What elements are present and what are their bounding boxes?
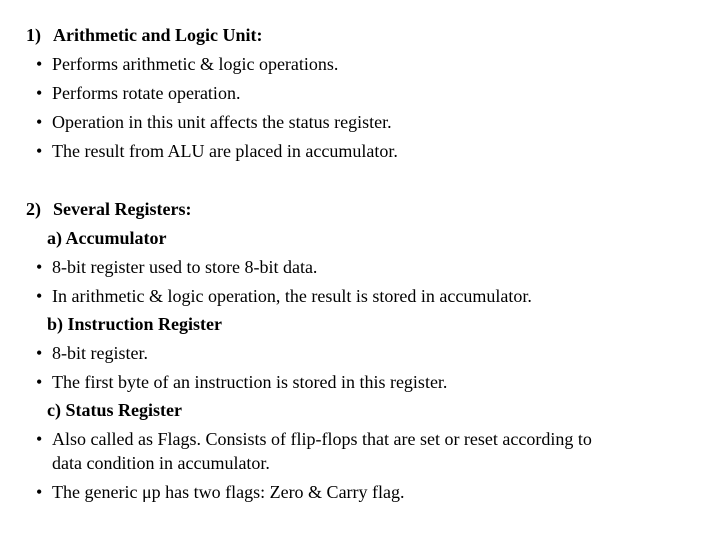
subsection-label-status-register: c) Status Register	[47, 400, 182, 420]
bullet-icon: •	[36, 429, 43, 449]
subsection-label-accumulator: a) Accumulator	[47, 228, 167, 248]
bullet-icon: •	[36, 482, 43, 502]
bullet-icon: •	[36, 83, 43, 103]
section-1-title: Arithmetic and Logic Unit:	[53, 25, 263, 45]
list-item: • Performs rotate operation.	[36, 83, 241, 103]
bullet-icon: •	[36, 343, 43, 363]
bullet-icon: •	[36, 141, 43, 161]
bullet-icon: •	[36, 372, 43, 392]
bullet-icon: •	[36, 112, 43, 132]
list-item-continuation: data condition in accumulator.	[52, 453, 270, 473]
section-2-title: Several Registers:	[53, 199, 192, 219]
list-item: • Also called as Flags. Consists of flip-flops that are set or reset according to	[36, 429, 592, 449]
section-1-heading	[26, 24, 262, 46]
section-2-heading	[26, 198, 191, 220]
list-item: • Performs arithmetic & logic operations.	[36, 54, 339, 74]
list-item: • The first byte of an instruction is stored in this register.	[36, 372, 448, 392]
bullet-icon: •	[36, 257, 43, 277]
list-item: • 8-bit register used to store 8-bit data.	[36, 257, 318, 277]
subsection-label-instruction-register: b) Instruction Register	[47, 314, 222, 334]
list-item: • Operation in this unit affects the status register.	[36, 112, 392, 132]
list-item: • 8-bit register.	[36, 343, 148, 363]
section-2-number: 2)	[26, 199, 41, 219]
section-1-number: 1)	[26, 25, 41, 45]
list-item: • In arithmetic & logic operation, the result is stored in accumulator.	[36, 286, 532, 306]
bullet-icon: •	[36, 54, 43, 74]
list-item: • The result from ALU are placed in accumulator.	[36, 141, 398, 161]
list-item: • The generic μp has two flags: Zero & Carry flag.	[36, 482, 405, 502]
bullet-icon: •	[36, 286, 43, 306]
